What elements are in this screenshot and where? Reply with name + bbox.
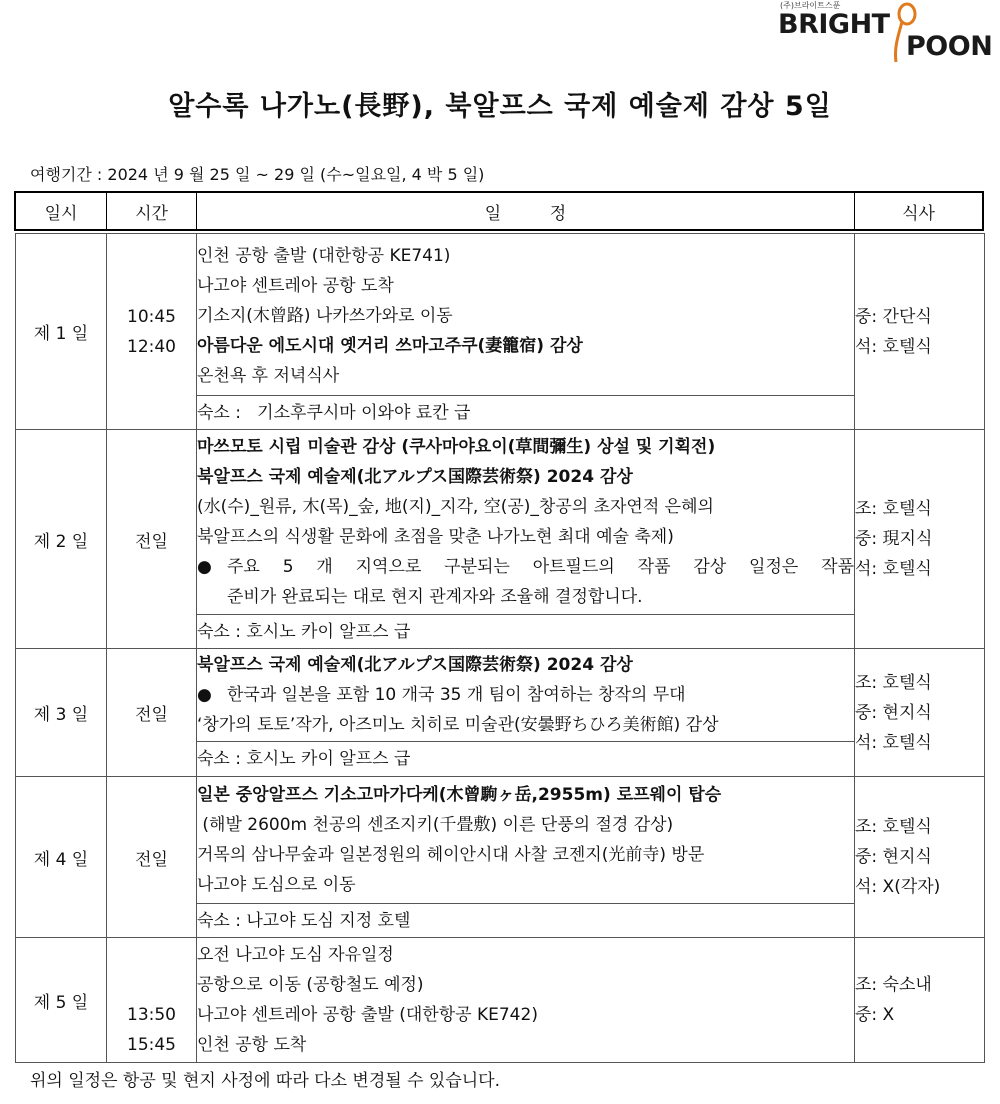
meal-line: 석: 호텔식 [855, 732, 932, 753]
itinerary-cell [197, 649, 855, 742]
itinerary-line: 북알프스의 식생활 문화에 초점을 맞춘 나가노현 최대 예술 축제) [197, 527, 674, 547]
bullet-text: 주요 5 개 지역으로 구분되는 아트필드의 작품 감상 일정은 작품 [227, 557, 854, 577]
itinerary-line: 온천욕 후 저녁식사 [197, 365, 340, 386]
lodging-cell [197, 615, 855, 649]
page-title: 알수록 나가노(長野), 북알프스 국제 예술제 감상 5일 [168, 91, 832, 122]
table-row [16, 234, 985, 396]
day-label: 제 5 일 [16, 938, 107, 1063]
schedule-table [15, 233, 985, 1063]
itinerary-line: (水(수)_원류, 木(목)_숲, 地(지)_지각, 空(공)_창공의 초자연적 은혜의 [197, 497, 714, 517]
header-itinerary: 일 정 [197, 193, 855, 229]
day-label: 제 4 일 [16, 777, 107, 938]
itinerary-line: 거목의 삼나무숲과 일본정원의 헤이안시대 사찰 코젠지(光前寺) 방문 [197, 845, 705, 865]
logo-company-text: (주)브라이트스푼 [780, 1, 841, 10]
itinerary-line: 인천 공항 도착 [197, 1035, 307, 1055]
table-row [16, 430, 985, 615]
meal-line: 석: 호텔식 [855, 336, 932, 357]
itinerary-line: 북알프스 국제 예술제(北アルプス国際芸術祭) 2024 감상 [197, 467, 633, 487]
itinerary-line: 일본 중앙알프스 기소고마가다케(木曾駒ヶ岳,2955m) 로프웨이 탑승 [197, 785, 722, 805]
meal-line: 중: 現지식 [855, 529, 933, 549]
itinerary-line: 북알프스 국제 예술제(北アルプス国際芸術祭) 2024 감상 [197, 655, 633, 675]
itinerary-line: 오전 나고야 도심 자유일정 [197, 945, 394, 965]
meal-line: 석: X(각자) [855, 877, 941, 897]
lodging-text: 숙소 : 호시노 카이 알프스 급 [197, 621, 411, 642]
itinerary-cell [197, 777, 855, 904]
lodging-cell [197, 396, 855, 430]
time-value: 10:45 [127, 306, 176, 327]
itinerary-line: 마쓰모토 시립 미술관 감상 (쿠사마야요이(草間彌生) 상설 및 기획전) [197, 437, 716, 457]
time-value: 13:50 [127, 1005, 176, 1025]
logo-word-poon: POON [906, 31, 993, 62]
table-row [16, 938, 985, 1063]
itinerary-line: 아름다운 에도시대 옛거리 쓰마고주쿠(妻籠宿) 감상 [197, 335, 583, 356]
lodging-text: 숙소 : 나고야 도심 지정 호텔 [197, 910, 411, 931]
meal-cell [855, 430, 985, 649]
bullet-icon: ● [197, 557, 212, 577]
lodging-text: 숙소 : 호시노 카이 알프스 급 [197, 749, 411, 769]
table-row [16, 777, 985, 904]
meal-line: 조: 숙소내 [855, 975, 932, 995]
bullet-text-continued: 준비가 완료되는 대로 현지 관계자와 조율해 결정합니다. [227, 587, 643, 607]
meal-line: 중: 간단식 [855, 306, 932, 327]
lodging-cell [197, 904, 855, 938]
header-time: 시간 [107, 193, 197, 229]
meal-cell [855, 649, 985, 777]
lodging-cell [197, 742, 855, 777]
brand-logo [776, 0, 993, 64]
time-value: 전일 [107, 430, 197, 649]
itinerary-cell [197, 938, 855, 1063]
meal-line: 중: 현지식 [855, 847, 932, 867]
itinerary-cell [197, 430, 855, 615]
itinerary-cell [197, 234, 855, 396]
bullet-icon: ● [197, 685, 212, 705]
logo-word-bright: BRIGHT [778, 9, 890, 40]
bullet-item [197, 680, 854, 710]
time-value: 전일 [107, 777, 197, 938]
itinerary-line: 기소지(木曾路) 나카쓰가와로 이동 [197, 305, 453, 326]
meal-line: 조: 호텔식 [855, 817, 932, 837]
meal-cell [855, 234, 985, 430]
itinerary-line: (해발 2600m 천공의 센조지키(千畳敷) 이른 단풍의 절경 감상) [197, 815, 674, 835]
meal-line: 중: X [855, 1005, 895, 1025]
meal-line: 중: 현지식 [855, 702, 932, 723]
header-date: 일시 [16, 193, 107, 229]
header-meals: 식사 [902, 203, 935, 224]
day-label: 제 2 일 [16, 430, 107, 649]
time-value: 15:45 [127, 1035, 176, 1055]
time-cell [107, 234, 197, 430]
day-label: 제 1 일 [16, 234, 107, 430]
bullet-text: 한국과 일본을 포함 10 개국 35 개 팀이 참여하는 창작의 무대 [227, 685, 686, 705]
meal-line: 석: 호텔식 [855, 559, 932, 579]
itinerary-line: 나고야 도심으로 이동 [197, 875, 356, 895]
meal-cell [855, 938, 985, 1063]
travel-period: 여행기간 : 2024 년 9 월 25 일 ~ 29 일 (수~일요일, 4 박 5 일) [30, 165, 485, 184]
table-header [14, 191, 984, 231]
meal-line: 조: 호텔식 [855, 499, 932, 519]
itinerary-line: ‘창가의 토토’작가, 아즈미노 치히로 미술관(安曇野ちひろ美術館) 감상 [197, 715, 719, 735]
table-row [16, 649, 985, 742]
time-value: 전일 [107, 649, 197, 777]
lodging-text: 숙소 : 기소후쿠시마 이와야 료칸 급 [197, 402, 471, 423]
day-label: 제 3 일 [16, 649, 107, 777]
itinerary-line: 인천 공항 출발 (대한항공 KE741) [197, 245, 451, 266]
meal-line: 조: 호텔식 [855, 672, 932, 693]
meal-cell [855, 777, 985, 938]
time-cell [107, 938, 197, 1063]
itinerary-line: 나고야 센트레아 공항 출발 (대한항공 KE742) [197, 1005, 538, 1025]
itinerary-line: 나고야 센트레아 공항 도착 [197, 275, 394, 296]
time-value: 12:40 [127, 336, 176, 357]
itinerary-line: 공항으로 이동 (공항철도 예정) [197, 975, 424, 995]
bullet-item [197, 552, 854, 582]
footer-note: 위의 일정은 항공 및 현지 사정에 따라 다소 변경될 수 있습니다. [30, 1071, 500, 1091]
